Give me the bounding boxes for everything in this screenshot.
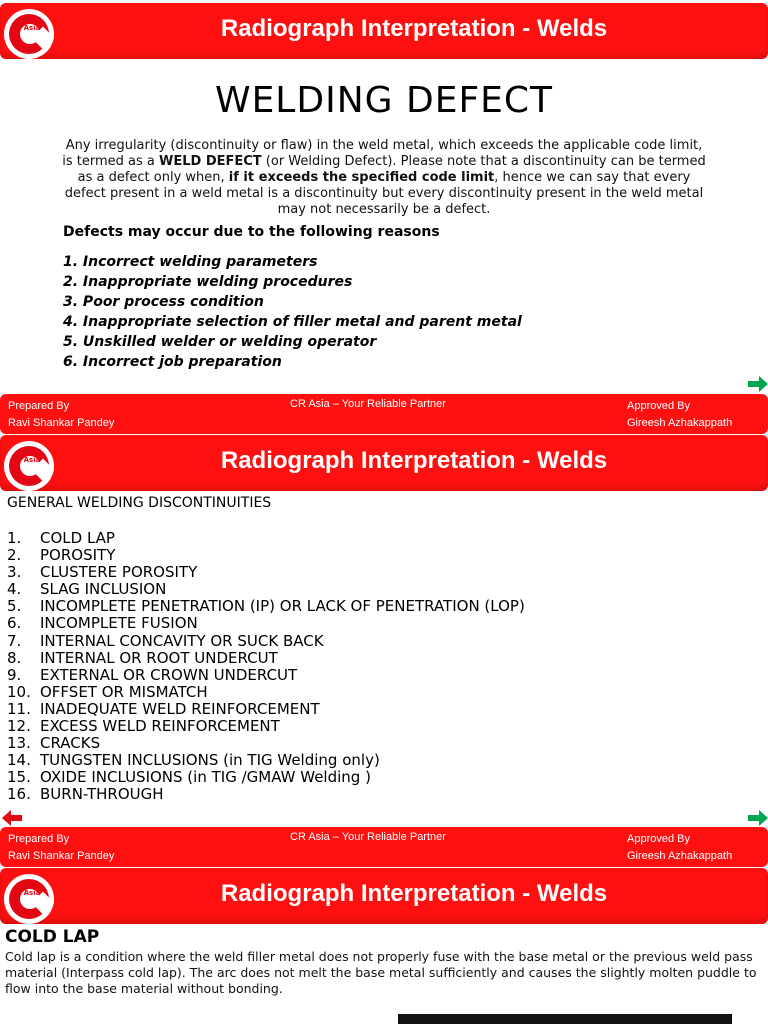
list-item: 4. Inappropriate selection of filler metal and parent metal	[63, 314, 522, 330]
list-item: 4. SLAG INCLUSION	[7, 580, 167, 599]
discontinuities-heading: GENERAL WELDING DISCONTINUITIES	[7, 495, 272, 511]
list-item: 15. OXIDE INCLUSIONS (in TIG /GMAW Welding )	[7, 768, 371, 787]
slide-1-footer	[0, 394, 768, 434]
list-item: 5. INCOMPLETE PENETRATION (IP) OR LACK OF PENETRATION (LOP)	[7, 597, 525, 616]
logo-text: Asia	[23, 889, 41, 897]
list-item: 9. EXTERNAL OR CROWN UNDERCUT	[7, 665, 298, 684]
discontinuities-list	[7, 530, 525, 804]
cr-asia-logo	[4, 441, 54, 491]
approved-label: Approved By	[627, 400, 690, 412]
slide-2-footer	[0, 827, 768, 867]
list-item: 8. INTERNAL OR ROOT UNDERCUT	[7, 648, 278, 667]
list-item: 1. Incorrect welding parameters	[63, 254, 318, 270]
list-item: 13. CRACKS	[7, 734, 101, 753]
list-item: 1. COLD LAP	[7, 529, 115, 547]
approved-name: Gireesh Azhakappath	[627, 850, 733, 862]
slide-2-header	[0, 435, 768, 491]
header-title: Radiograph Interpretation - Welds	[220, 880, 608, 907]
next-arrow-icon[interactable]	[748, 376, 768, 392]
prepared-label: Prepared By	[8, 833, 70, 845]
footer-tagline: CR Asia – Your Reliable Partner	[290, 398, 446, 410]
reasons-list	[63, 252, 522, 372]
approved-name: Gireesh Azhakappath	[627, 417, 733, 429]
prepared-label: Prepared By	[8, 400, 70, 412]
radiograph-image	[398, 1014, 732, 1024]
next-arrow-icon[interactable]	[748, 810, 768, 826]
logo-text: Asia	[23, 24, 41, 32]
prepared-name: Ravi Shankar Pandey	[8, 417, 115, 429]
list-item: 10. OFFSET OR MISMATCH	[7, 682, 208, 701]
footer-tagline: CR Asia – Your Reliable Partner	[290, 831, 446, 843]
reasons-subheading: Defects may occur due to the following reasons	[63, 224, 440, 240]
slide-1-title: WELDING DEFECT	[214, 80, 554, 121]
cr-asia-logo	[4, 9, 54, 59]
prepared-name: Ravi Shankar Pandey	[8, 850, 115, 862]
cold-lap-heading: COLD LAP	[5, 927, 100, 947]
list-item: 11. INADEQUATE WELD REINFORCEMENT	[7, 699, 320, 718]
list-item: 2. POROSITY	[7, 546, 116, 565]
list-item: 14. TUNGSTEN INCLUSIONS (in TIG Welding only)	[7, 751, 380, 770]
cold-lap-paragraph: Cold lap is a condition where the weld filler metal does not properly fuse with the base metal or the previous weld pass material (Interpass cold lap). The arc does not melt the base metal sufficiently and causes the slightly molten puddle to flow into the base material without bonding.	[5, 949, 757, 996]
prev-arrow-icon[interactable]	[2, 810, 22, 826]
approved-label: Approved By	[627, 833, 690, 845]
list-item: 3. CLUSTERE POROSITY	[7, 563, 198, 582]
list-item: 16. BURN-THROUGH	[7, 785, 164, 804]
list-item: 3. Poor process condition	[63, 294, 264, 310]
slide-1-paragraph: Any irregularity (discontinuity or flaw) in the weld metal, which exceeds the applicable code limit, is termed as a WELD DEFECT (or Welding Defect). Please note that a discontinuity can be termed as a defect only when, if it exceeds the specified code limit, hence we can say that every defect present in a weld metal is a discontinuity but every discontinuity present in the weld metal may not necessarily be a defect.	[62, 138, 706, 217]
list-item: 12. EXCESS WELD REINFORCEMENT	[7, 717, 280, 736]
list-item: 5. Unskilled welder or welding operator	[63, 334, 377, 350]
slide-3-header	[0, 868, 768, 924]
cr-asia-logo	[4, 874, 54, 924]
header-title: Radiograph Interpretation - Welds	[220, 15, 608, 42]
list-item: 7. INTERNAL CONCAVITY OR SUCK BACK	[7, 631, 324, 650]
slide-1-header	[0, 3, 768, 59]
header-title: Radiograph Interpretation - Welds	[220, 447, 608, 474]
list-item: 6. INCOMPLETE FUSION	[7, 614, 198, 633]
list-item: 2. Inappropriate welding procedures	[63, 274, 353, 290]
logo-text: Asia	[23, 456, 41, 464]
list-item: 6. Incorrect job preparation	[63, 354, 282, 370]
